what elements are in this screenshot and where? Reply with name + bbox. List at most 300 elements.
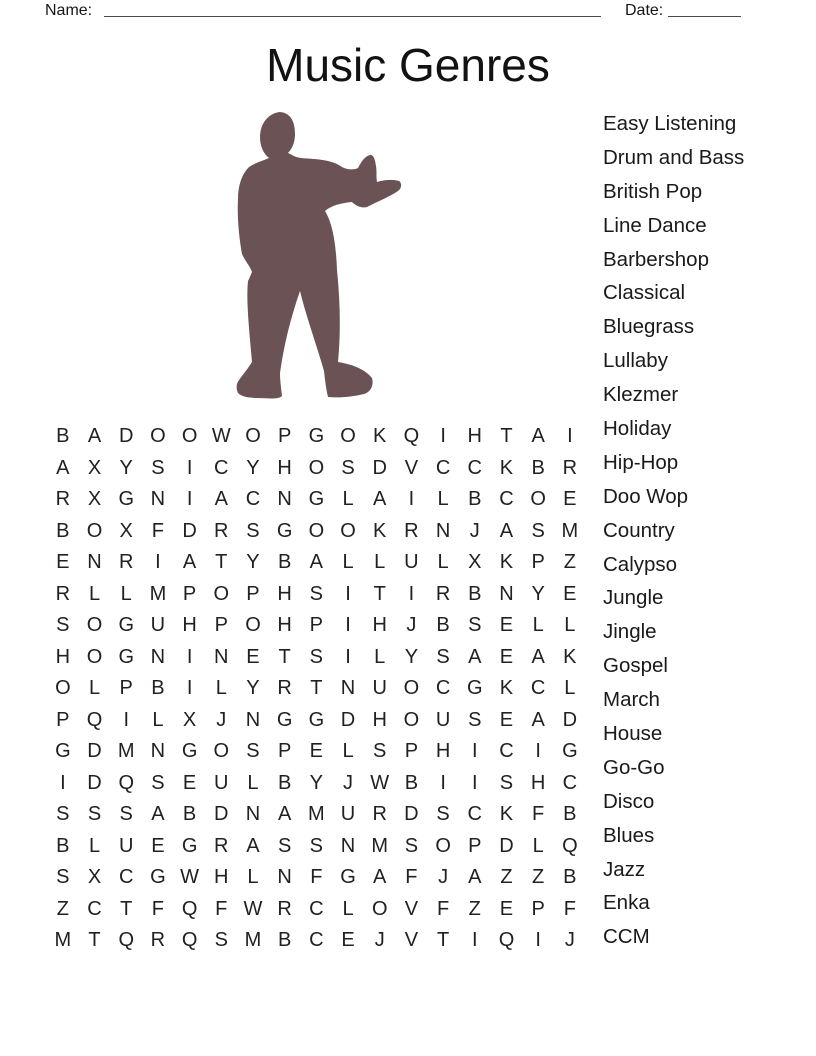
word-list-item: Jungle — [603, 586, 664, 610]
grid-cell-r11c13: H — [435, 740, 451, 763]
grid-cell-r6c8: H — [277, 582, 292, 605]
grid-cell-r7c9: P — [309, 614, 324, 637]
grid-cell-r17c8: B — [277, 929, 292, 952]
grid-cell-r6c11: T — [373, 582, 386, 605]
grid-cell-r1c11: K — [373, 425, 387, 448]
grid-cell-r13c12: D — [404, 803, 419, 826]
grid-cell-r1c7: O — [245, 425, 261, 448]
grid-cell-r14c2: L — [88, 834, 101, 857]
grid-cell-r14c1: B — [56, 834, 70, 857]
grid-cell-r12c16: H — [530, 771, 546, 794]
grid-cell-r14c12: S — [404, 834, 419, 857]
grid-cell-r7c16: L — [532, 614, 544, 637]
grid-cell-r15c8: N — [277, 866, 292, 889]
grid-cell-r6c4: M — [149, 582, 167, 605]
grid-cell-r7c1: S — [56, 614, 70, 637]
grid-cell-r13c5: B — [182, 803, 197, 826]
grid-cell-r16c9: C — [309, 897, 324, 920]
grid-cell-r2c6: C — [214, 456, 229, 479]
grid-cell-r16c10: L — [342, 897, 354, 920]
grid-cell-r12c9: Y — [309, 771, 324, 794]
grid-cell-r8c12: Y — [404, 645, 419, 668]
grid-cell-r9c14: G — [467, 677, 483, 700]
grid-cell-r3c16: O — [530, 488, 546, 511]
grid-cell-r14c7: A — [246, 834, 260, 857]
grid-cell-r15c15: Z — [500, 866, 513, 889]
grid-cell-r11c2: D — [87, 740, 102, 763]
grid-cell-r4c3: X — [119, 519, 133, 542]
grid-cell-r13c16: F — [532, 803, 545, 826]
grid-cell-r11c7: S — [246, 740, 260, 763]
grid-cell-r8c5: I — [186, 645, 193, 668]
grid-cell-r3c12: I — [408, 488, 415, 511]
grid-cell-r6c2: L — [88, 582, 101, 605]
grid-cell-r4c17: M — [561, 519, 579, 542]
grid-cell-r12c8: B — [277, 771, 292, 794]
grid-cell-r12c17: C — [562, 771, 578, 794]
grid-cell-r13c1: S — [56, 803, 70, 826]
grid-cell-r12c5: E — [182, 771, 197, 794]
grid-cell-r11c9: E — [309, 740, 324, 763]
grid-cell-r8c8: T — [278, 645, 291, 668]
grid-cell-r3c9: G — [308, 488, 325, 511]
grid-cell-r10c5: X — [182, 708, 197, 731]
grid-cell-r5c12: U — [404, 551, 419, 574]
grid-cell-r2c11: D — [372, 456, 387, 479]
grid-cell-r16c6: F — [215, 897, 228, 920]
word-list-item: Doo Wop — [603, 484, 689, 508]
word-list-item: Easy Listening — [603, 111, 737, 135]
grid-cell-r16c7: W — [243, 897, 263, 920]
grid-cell-r12c2: D — [87, 771, 102, 794]
grid-cell-r5c17: Z — [563, 551, 576, 574]
word-list-item: Jingle — [603, 620, 657, 644]
grid-cell-r13c9: M — [308, 803, 325, 826]
grid-cell-r3c17: E — [563, 488, 577, 511]
grid-cell-r13c4: A — [151, 803, 165, 826]
grid-cell-r11c6: O — [213, 740, 230, 763]
grid-cell-r1c4: O — [150, 425, 166, 448]
grid-cell-r8c6: N — [214, 645, 229, 668]
grid-cell-r10c11: H — [372, 708, 387, 731]
word-list-item: Klezmer — [603, 383, 679, 407]
page-title: Music Genres — [266, 39, 550, 91]
grid-cell-r8c7: E — [246, 645, 260, 668]
grid-cell-r9c7: Y — [246, 677, 260, 700]
grid-cell-r3c2: X — [87, 488, 102, 511]
grid-cell-r7c11: H — [372, 614, 387, 637]
grid-cell-r3c4: N — [150, 488, 166, 511]
date-label: Date: — [625, 2, 664, 19]
grid-cell-r1c15: T — [500, 425, 513, 448]
grid-cell-r5c13: L — [437, 551, 449, 574]
grid-cell-r13c3: S — [119, 803, 133, 826]
grid-cell-r5c4: I — [155, 551, 161, 574]
grid-cell-r4c16: S — [531, 519, 545, 542]
grid-cell-r15c10: G — [340, 866, 356, 889]
word-list-item: Line Dance — [603, 213, 707, 237]
grid-cell-r5c7: Y — [246, 551, 260, 574]
grid-cell-r9c3: P — [119, 677, 133, 700]
grid-cell-r1c12: Q — [403, 425, 420, 448]
grid-cell-r12c7: L — [247, 771, 259, 794]
grid-cell-r5c15: K — [499, 551, 514, 574]
grid-cell-r14c6: R — [214, 834, 229, 857]
grid-cell-r13c14: C — [467, 803, 482, 826]
grid-cell-r6c13: R — [435, 582, 451, 605]
grid-cell-r3c8: N — [277, 488, 292, 511]
grid-cell-r7c6: P — [214, 614, 228, 637]
grid-cell-r7c3: G — [118, 614, 134, 637]
word-list-item: Gospel — [603, 654, 668, 678]
grid-cell-r4c13: N — [435, 519, 451, 542]
grid-cell-r17c2: T — [88, 929, 101, 952]
grid-cell-r2c16: B — [531, 456, 545, 479]
grid-cell-r2c5: I — [186, 456, 193, 479]
grid-cell-r15c5: W — [180, 866, 200, 889]
grid-cell-r9c12: O — [403, 677, 420, 700]
grid-cell-r10c10: D — [340, 708, 356, 731]
grid-cell-r10c17: D — [562, 708, 578, 731]
grid-cell-r11c12: P — [404, 740, 419, 763]
grid-cell-r1c2: A — [87, 425, 102, 448]
dancer-silhouette-svg — [236, 110, 403, 400]
grid-cell-r11c3: M — [117, 740, 135, 763]
grid-cell-r16c13: F — [436, 897, 450, 920]
grid-cell-r6c10: I — [345, 582, 351, 605]
hip-hop-dancer-silhouette — [236, 110, 403, 400]
grid-cell-r5c11: L — [374, 551, 386, 574]
grid-cell-r15c14: A — [468, 866, 482, 889]
grid-cell-r1c3: D — [118, 425, 134, 448]
grid-cell-r15c6: H — [214, 866, 229, 889]
grid-cell-r17c11: J — [374, 929, 385, 952]
grid-cell-r17c7: M — [244, 929, 262, 952]
grid-cell-r9c9: T — [310, 677, 323, 700]
grid-cell-r17c17: J — [564, 929, 575, 952]
grid-cell-r3c14: B — [468, 488, 482, 511]
grid-cell-r3c13: L — [437, 488, 449, 511]
grid-cell-r14c8: S — [277, 834, 292, 857]
grid-cell-r2c14: C — [467, 456, 482, 479]
grid-cell-r11c8: P — [277, 740, 292, 763]
grid-cell-r1c8: P — [277, 425, 292, 448]
grid-cell-r3c15: C — [499, 488, 514, 511]
grid-cell-r1c13: I — [440, 425, 446, 448]
grid-cell-r15c2: X — [87, 866, 102, 889]
date-line — [668, 1, 741, 17]
grid-cell-r17c9: C — [309, 929, 324, 952]
grid-cell-r8c14: A — [468, 645, 482, 668]
grid-cell-r5c2: N — [87, 551, 102, 574]
word-list-item: CCM — [603, 925, 650, 949]
grid-cell-r15c12: F — [405, 866, 418, 889]
word-list-item: Country — [603, 518, 675, 542]
grid-cell-r3c1: R — [55, 488, 71, 511]
grid-cell-r8c13: S — [436, 645, 450, 668]
grid-cell-r7c12: J — [406, 614, 417, 637]
grid-cell-r15c3: C — [118, 866, 134, 889]
grid-cell-r1c6: W — [211, 425, 231, 448]
grid-cell-r9c4: B — [151, 677, 165, 700]
grid-cell-r11c16: I — [535, 740, 541, 763]
grid-cell-r6c1: R — [55, 582, 71, 605]
grid-cell-r12c11: W — [370, 771, 390, 794]
word-list-item: Blues — [603, 823, 655, 847]
grid-cell-r5c3: R — [118, 551, 134, 574]
grid-cell-r14c17: Q — [562, 834, 578, 857]
grid-cell-r6c7: P — [246, 582, 260, 605]
grid-cell-r10c2: Q — [86, 708, 103, 731]
grid-cell-r3c5: I — [186, 488, 193, 511]
grid-cell-r5c5: A — [182, 551, 197, 574]
grid-cell-r12c4: S — [151, 771, 165, 794]
grid-cell-r9c8: R — [277, 677, 292, 700]
grid-cell-r16c3: T — [120, 897, 133, 920]
grid-cell-r10c1: P — [56, 708, 70, 731]
grid-cell-r1c9: G — [308, 425, 325, 448]
grid-cell-r17c10: E — [341, 929, 355, 952]
grid-cell-r7c5: H — [182, 614, 197, 637]
grid-cell-r8c1: H — [55, 645, 71, 668]
grid-cell-r6c5: P — [182, 582, 197, 605]
grid-cell-r4c2: O — [86, 519, 103, 542]
grid-cell-r12c15: S — [499, 771, 514, 794]
grid-cell-r2c9: O — [308, 456, 325, 479]
word-list — [603, 107, 744, 954]
grid-cell-r14c4: E — [151, 834, 165, 857]
grid-cell-r10c8: G — [276, 708, 293, 731]
grid-cell-r6c16: Y — [531, 582, 545, 605]
grid-cell-r11c5: G — [181, 740, 198, 763]
word-list-item: House — [603, 721, 663, 745]
grid-cell-r12c10: J — [343, 771, 354, 794]
grid-cell-r4c12: R — [404, 519, 419, 542]
grid-cell-r3c11: A — [373, 488, 387, 511]
grid-cell-r15c11: A — [373, 866, 387, 889]
grid-cell-r4c5: D — [182, 519, 197, 542]
grid-cell-r17c13: T — [436, 929, 450, 952]
word-list-item: Enka — [603, 891, 650, 915]
grid-cell-r5c14: X — [468, 551, 482, 574]
grid-cell-r7c10: I — [345, 614, 351, 637]
grid-cell-r4c11: K — [373, 519, 387, 542]
grid-cell-r13c11: R — [372, 803, 387, 826]
grid-cell-r14c15: D — [499, 834, 514, 857]
word-list-item: Lullaby — [603, 349, 668, 373]
grid-cell-r10c4: L — [152, 708, 164, 731]
grid-cell-r16c8: R — [277, 897, 292, 920]
grid-cell-r15c17: B — [563, 866, 577, 889]
grid-cell-r15c4: G — [150, 866, 166, 889]
grid-cell-r10c9: G — [308, 708, 325, 731]
grid-cell-r16c14: Z — [468, 897, 481, 920]
grid-cell-r8c16: A — [531, 645, 545, 668]
grid-cell-r10c13: U — [435, 708, 451, 731]
grid-cell-r8c2: O — [86, 645, 103, 668]
grid-cell-r17c16: I — [535, 929, 541, 952]
grid-cell-r8c9: S — [309, 645, 324, 668]
grid-cell-r5c1: E — [56, 551, 70, 574]
grid-cell-r4c6: R — [214, 519, 229, 542]
grid-cell-r16c12: V — [404, 897, 419, 920]
grid-cell-r17c3: Q — [118, 929, 134, 952]
grid-cell-r1c14: H — [467, 425, 482, 448]
grid-cell-r17c12: V — [404, 929, 419, 952]
word-list-item: Calypso — [603, 552, 678, 576]
grid-cell-r15c13: J — [438, 866, 449, 889]
grid-cell-r1c1: B — [56, 425, 70, 448]
grid-cell-r13c10: U — [340, 803, 356, 826]
word-list-item: Hip-Hop — [603, 450, 679, 474]
grid-cell-r2c8: H — [277, 456, 292, 479]
grid-cell-r5c16: P — [531, 551, 545, 574]
grid-cell-r2c7: Y — [246, 456, 260, 479]
grid-cell-r4c8: G — [276, 519, 293, 542]
grid-cell-r5c9: A — [309, 551, 324, 574]
grid-cell-r15c1: S — [56, 866, 70, 889]
grid-cell-r14c14: P — [468, 834, 482, 857]
grid-cell-r2c1: A — [56, 456, 70, 479]
grid-cell-r12c1: I — [60, 771, 66, 794]
grid-cell-r5c10: L — [342, 551, 354, 574]
grid-cell-r12c14: I — [472, 771, 478, 794]
grid-cell-r13c8: A — [277, 803, 292, 826]
grid-cell-r2c12: V — [404, 456, 419, 479]
grid-cell-r14c16: L — [532, 834, 544, 857]
grid-cell-r4c15: A — [499, 519, 514, 542]
grid-cell-r10c3: I — [123, 708, 129, 731]
grid-cell-r5c8: B — [277, 551, 292, 574]
grid-cell-r8c10: I — [345, 645, 351, 668]
grid-cell-r10c15: E — [499, 708, 514, 731]
grid-cell-r15c16: Z — [532, 866, 545, 889]
grid-cell-r17c15: Q — [498, 929, 515, 952]
grid-cell-r16c4: F — [151, 897, 165, 920]
grid-cell-r17c6: S — [214, 929, 228, 952]
grid-cell-r16c1: Z — [56, 897, 69, 920]
grid-cell-r10c14: S — [468, 708, 482, 731]
grid-cell-r8c4: N — [150, 645, 166, 668]
grid-cell-r9c15: K — [499, 677, 514, 700]
grid-cell-r4c4: F — [151, 519, 165, 542]
grid-cell-r3c6: A — [214, 488, 228, 511]
grid-cell-r7c15: E — [499, 614, 514, 637]
grid-cell-r9c10: N — [340, 677, 356, 700]
grid-cell-r16c5: Q — [181, 897, 198, 920]
grid-cell-r11c10: L — [342, 740, 354, 763]
grid-cell-r6c6: O — [213, 582, 230, 605]
grid-cell-r4c7: S — [246, 519, 260, 542]
grid-cell-r2c10: S — [341, 456, 355, 479]
name-line — [104, 1, 601, 17]
grid-cell-r14c11: M — [371, 834, 389, 857]
grid-cell-r13c15: K — [499, 803, 514, 826]
grid-cell-r13c2: S — [87, 803, 102, 826]
grid-cell-r7c7: O — [245, 614, 261, 637]
grid-cell-r4c10: O — [340, 519, 356, 542]
grid-cell-r10c16: A — [531, 708, 545, 731]
word-list-item: British Pop — [603, 179, 703, 203]
grid-cell-r8c15: E — [499, 645, 514, 668]
grid-cell-r15c7: L — [247, 866, 259, 889]
grid-cell-r2c2: X — [87, 456, 102, 479]
grid-cell-r13c6: D — [214, 803, 229, 826]
grid-cell-r14c13: O — [435, 834, 451, 857]
grid-cell-r9c13: C — [435, 677, 451, 700]
grid-cell-r9c17: L — [564, 677, 576, 700]
grid-cell-r12c12: B — [404, 771, 419, 794]
grid-cell-r1c17: I — [567, 425, 573, 448]
grid-cell-r1c10: O — [340, 425, 356, 448]
word-list-item: Holiday — [603, 416, 672, 440]
puzzle-grid — [47, 421, 586, 957]
grid-cell-r8c3: G — [118, 645, 134, 668]
word-list-item: March — [603, 688, 660, 712]
grid-cell-r10c6: J — [216, 708, 227, 731]
grid-cell-r9c16: C — [530, 677, 546, 700]
grid-cell-r15c9: F — [310, 866, 323, 889]
grid-cell-r8c17: K — [563, 645, 577, 668]
grid-cell-r3c3: G — [118, 488, 134, 511]
word-list-item: Go-Go — [603, 755, 665, 779]
grid-cell-r12c6: U — [214, 771, 229, 794]
grid-cell-r6c3: L — [120, 582, 132, 605]
grid-cell-r7c13: B — [436, 614, 450, 637]
grid-cell-r11c1: G — [55, 740, 71, 763]
grid-cell-r14c10: N — [340, 834, 356, 857]
grid-cell-r6c15: N — [499, 582, 514, 605]
grid-cell-r6c9: S — [309, 582, 324, 605]
grid-cell-r7c14: S — [468, 614, 482, 637]
grid-cell-r14c9: S — [309, 834, 324, 857]
grid-cell-r5c6: T — [215, 551, 228, 574]
grid-cell-r14c5: G — [181, 834, 198, 857]
grid-cell-r9c5: I — [186, 677, 193, 700]
grid-cell-r6c12: I — [408, 582, 415, 605]
grid-cell-r10c12: O — [403, 708, 420, 731]
grid-cell-r3c10: L — [342, 488, 354, 511]
grid-cell-r12c3: Q — [118, 771, 134, 794]
grid-cell-r7c2: O — [86, 614, 103, 637]
grid-cell-r17c14: I — [472, 929, 478, 952]
word-list-item: Disco — [603, 789, 655, 813]
grid-cell-r11c15: C — [499, 740, 514, 763]
grid-cell-r16c15: E — [499, 897, 514, 920]
grid-cell-r2c17: R — [562, 456, 578, 479]
word-list-item: Barbershop — [603, 247, 709, 271]
grid-cell-r16c2: C — [87, 897, 102, 920]
grid-cell-r17c1: M — [54, 929, 72, 952]
word-list-item: Jazz — [603, 857, 646, 881]
word-list-item: Drum and Bass — [603, 145, 745, 169]
grid-cell-r16c17: F — [563, 897, 576, 920]
grid-cell-r3c7: C — [245, 488, 261, 511]
grid-cell-r7c8: H — [277, 614, 292, 637]
grid-cell-r11c4: N — [150, 740, 166, 763]
grid-cell-r7c4: U — [150, 614, 166, 637]
grid-cell-r14c3: U — [118, 834, 134, 857]
grid-cell-r6c14: B — [468, 582, 482, 605]
grid-cell-r4c14: J — [469, 519, 480, 542]
grid-cell-r13c13: S — [436, 803, 450, 826]
grid-cell-r9c1: O — [55, 677, 71, 700]
grid-cell-r16c11: O — [371, 897, 388, 920]
grid-cell-r16c16: P — [531, 897, 545, 920]
grid-cell-r7c17: L — [564, 614, 576, 637]
grid-cell-r9c2: L — [88, 677, 101, 700]
grid-cell-r2c3: Y — [119, 456, 133, 479]
